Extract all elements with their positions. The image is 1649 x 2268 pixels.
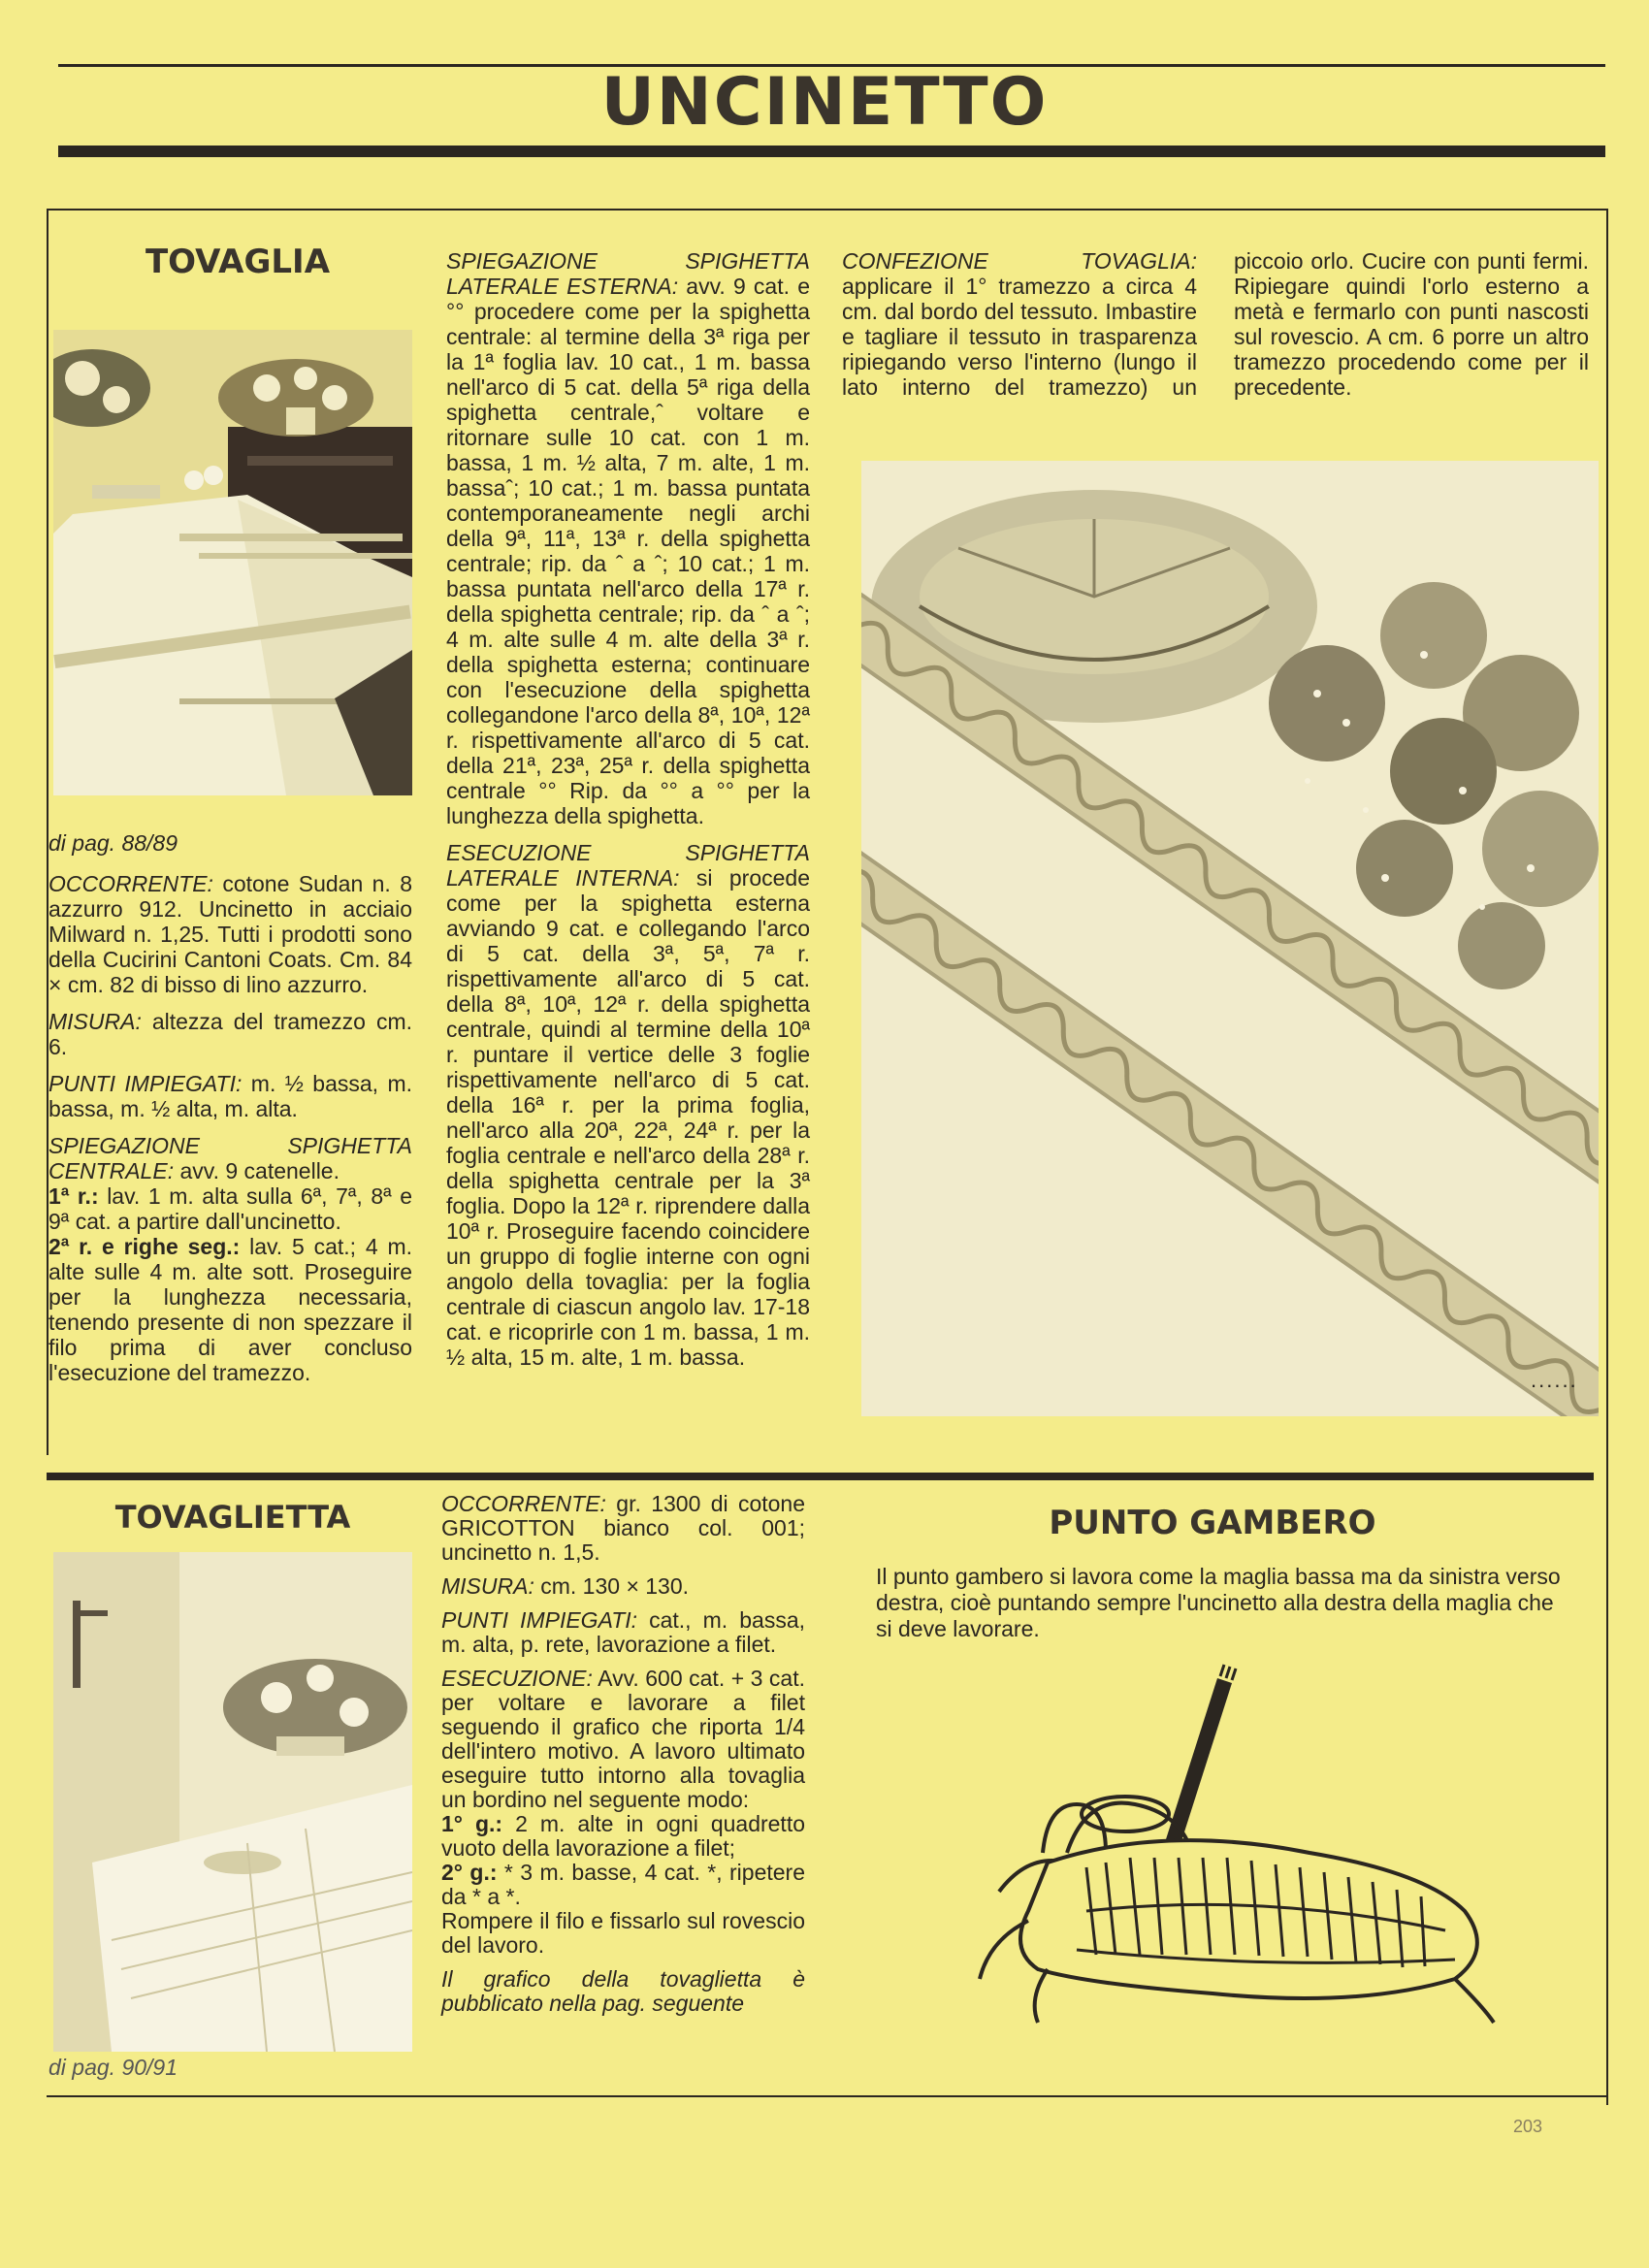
rompere-text: Rompere il filo e fissarlo sul rovescio del lavoro. (441, 1908, 805, 1958)
crab-stitch-diagram (970, 1659, 1523, 2027)
misura-label: MISURA: (48, 1009, 142, 1034)
spighetta-centrale-label: SPIEGAZIONE SPIGHETTA CENTRALE: (48, 1133, 412, 1183)
header-bottom-rule (58, 146, 1605, 157)
tv-esecuzione-text: Avv. 600 cat. + 3 cat. per voltare e lavorare a filet seguendo il grafico che riporta 1/4 dell'intero motivo. A lavoro ultimato eseguire tutto intorno alla tovaglia un bordino nel seguente modo: (441, 1666, 805, 1812)
giro-2-text: * 3 m. basse, 4 cat. *, ripetere da * a *. (441, 1860, 805, 1909)
tovaglia-title: TOVAGLIA (145, 243, 331, 281)
lace-border-photo (861, 461, 1599, 1416)
frame-top-line (47, 209, 1608, 211)
bottom-rule (47, 2095, 1608, 2097)
tv-note-text: Il grafico della tovaglietta è pubblicato nella pag. seguente (441, 1966, 805, 2016)
tovaglia-col-1 (48, 871, 412, 1397)
continuation-dots: ...... (1531, 1368, 1578, 1392)
occorrente-text: cotone Sudan n. 8 azzurro 912. Uncinetto in acciaio Milward n. 1,25. Tutti i prodotti sono della Cucirini Cantoni Coats. Cm. 84 × cm. 82 di bisso di lino azzurro. (48, 871, 412, 997)
tovaglietta-title: TOVAGLIETTA (114, 1499, 351, 1536)
confezione-text: applicare il 1° tramezzo a circa 4 cm. dal bordo del tessuto. Imbastire e tagliare il tessuto in trasparenza ripiegando verso l'interno (lungo il lato interno del tramezzo) un piccoio orlo. Cucire con punti fermi. Ripiegare quindi l'orlo esterno a metà e fermarlo con punti nascosti sul rovescio. A cm. 6 porre un altro tramezzo procedendo come per il precedente. (842, 248, 1589, 400)
giro-1-label: 1° g.: (441, 1811, 503, 1836)
tovaglia-photo (53, 330, 412, 795)
punti-label: PUNTI IMPIEGATI: (48, 1071, 242, 1096)
occorrente-label: OCCORRENTE: (48, 871, 213, 896)
riga-2-text: lav. 5 cat.; 4 m. alte sulle 4 m. alte sott. Proseguire per la lunghezza necessaria, tenendo presente di non spezzare il filo prima di aver concluso l'esecuzione del tramezzo. (48, 1234, 413, 1385)
tv-punti-text: cat., m. bassa, m. alta, p. rete, lavorazione a filet. (441, 1607, 806, 1657)
giro-1-text: 2 m. alte in ogni quadretto vuoto della lavorazione a filet; (441, 1811, 806, 1861)
riga-1-text: lav. 1 m. alta sulla 6ª, 7ª, 8ª e 9ª cat. a partire dall'uncinetto. (48, 1183, 413, 1234)
page-number: 203 (1513, 2117, 1543, 2136)
tovaglia-col-2 (446, 248, 810, 1381)
frame-right-line (1606, 209, 1608, 2105)
spighetta-esterna-text: avv. 9 cat. e °° procedere come per la spighetta centrale: al termine della 3ª riga per la 1ª foglia lav. 10 cat., 1 m. bassa nell'arco di 5 cat. della 5ª riga della spighetta centrale,ˆ voltare e ritornare sulle 10 cat. con 1 m. bassa, 1 m. ½ alta, 7 m. alte, 1 m. bassaˆ; 10 cat.; 1 m. bassa puntata contemporaneamente negli archi della 9ª, 11ª, 13ª r. della spighetta centrale; rip. da ˆ a ˆ; 10 cat.; 1 m. bassa puntata nell'arco della 17ª r. della spighetta centrale; rip. da ˆ a ˆ; 4 m. alte sulle 4 m. alte della 3ª r. della spighetta esterna; continuare con l'esecuzione della spighetta collegandone l'arco della 8ª, 10ª, 12ª r. rispettivamente all'arco di 5 cat. della 21ª, 23ª, 25ª r. della spighetta centrale °° Rip. da °° a °° per la lunghezza della spighetta. (446, 274, 810, 828)
punto-gambero-text: Il punto gambero si lavora come la maglia bassa ma da sinistra verso destra, cioè puntando sempre l'uncinetto alla destra della maglia che si deve lavorare. (876, 1564, 1561, 1641)
tv-occorrente-text: gr. 1300 di cotone GRICOTTON bianco col. 001; uncinetto n. 1,5. (441, 1491, 805, 1565)
misura-text: altezza del tramezzo cm. 6. (48, 1009, 413, 1059)
tv-occorrente-label: OCCORRENTE: (441, 1491, 606, 1516)
section-divider (47, 1473, 1594, 1480)
spighetta-esterna-label: SPIEGAZIONE SPIGHETTA LATERALE ESTERNA: (446, 248, 810, 299)
tovaglietta-photo (53, 1552, 412, 2052)
spighetta-interna-text: si procede come per la spighetta esterna avviando 9 cat. e collegando l'arco di 5 cat. della 3ª, 5ª, 7ª r. rispettivamente all'arco di 5 cat. della 8ª, 10ª, 12ª r. della spighetta centrale, quindi al termine della 10ª r. puntare il vertice delle 3 foglie rispettivamente nell'arco di 5 cat. della 16ª r. per la prima foglia, nell'arco alla 20ª, 22ª, 24ª r. per la foglia centrale e nell'arco della 28ª r. della spighetta centrale per la 3ª foglia. Dopo la 12ª r. riprendere dalla 10ª r. Proseguire facendo coincidere un gruppo di foglie interne con ogni angolo della tovaglia: per la foglia centrale di ciascun angolo lav. 17-18 cat. e ricoprirle con 1 m. bassa, 1 m. ½ alta, 15 m. alte, 1 m. bassa. (446, 865, 810, 1370)
riga-1-label: 1ª r.: (48, 1183, 99, 1209)
spighetta-centrale-text: avv. 9 catenelle. (179, 1158, 340, 1183)
tovaglietta-col (441, 1492, 805, 2027)
confezione-label: CONFEZIONE TOVAGLIA: (842, 248, 1197, 274)
tovaglia-col-3 (842, 248, 1589, 423)
tovaglia-page-ref: di pag. 88/89 (48, 830, 178, 856)
tovaglietta-page-ref: di pag. 90/91 (48, 2055, 178, 2080)
punto-gambero-title: PUNTO GAMBERO (1049, 1504, 1376, 1542)
page-title: UNCINETTO (600, 64, 1049, 141)
giro-2-label: 2° g.: (441, 1860, 498, 1885)
tv-misura-text: cm. 130 × 130. (540, 1573, 690, 1599)
punti-text: m. ½ bassa, m. bassa, m. ½ alta, m. alta. (48, 1071, 413, 1121)
tv-punti-label: PUNTI IMPIEGATI: (441, 1607, 638, 1633)
riga-2-label: 2ª r. e righe seg.: (48, 1234, 241, 1259)
spighetta-interna-label: ESECUZIONE SPIGHETTA LATERALE INTERNA: (446, 840, 810, 891)
tv-esecuzione-label: ESECUZIONE: (441, 1666, 593, 1691)
tv-misura-label: MISURA: (441, 1573, 534, 1599)
